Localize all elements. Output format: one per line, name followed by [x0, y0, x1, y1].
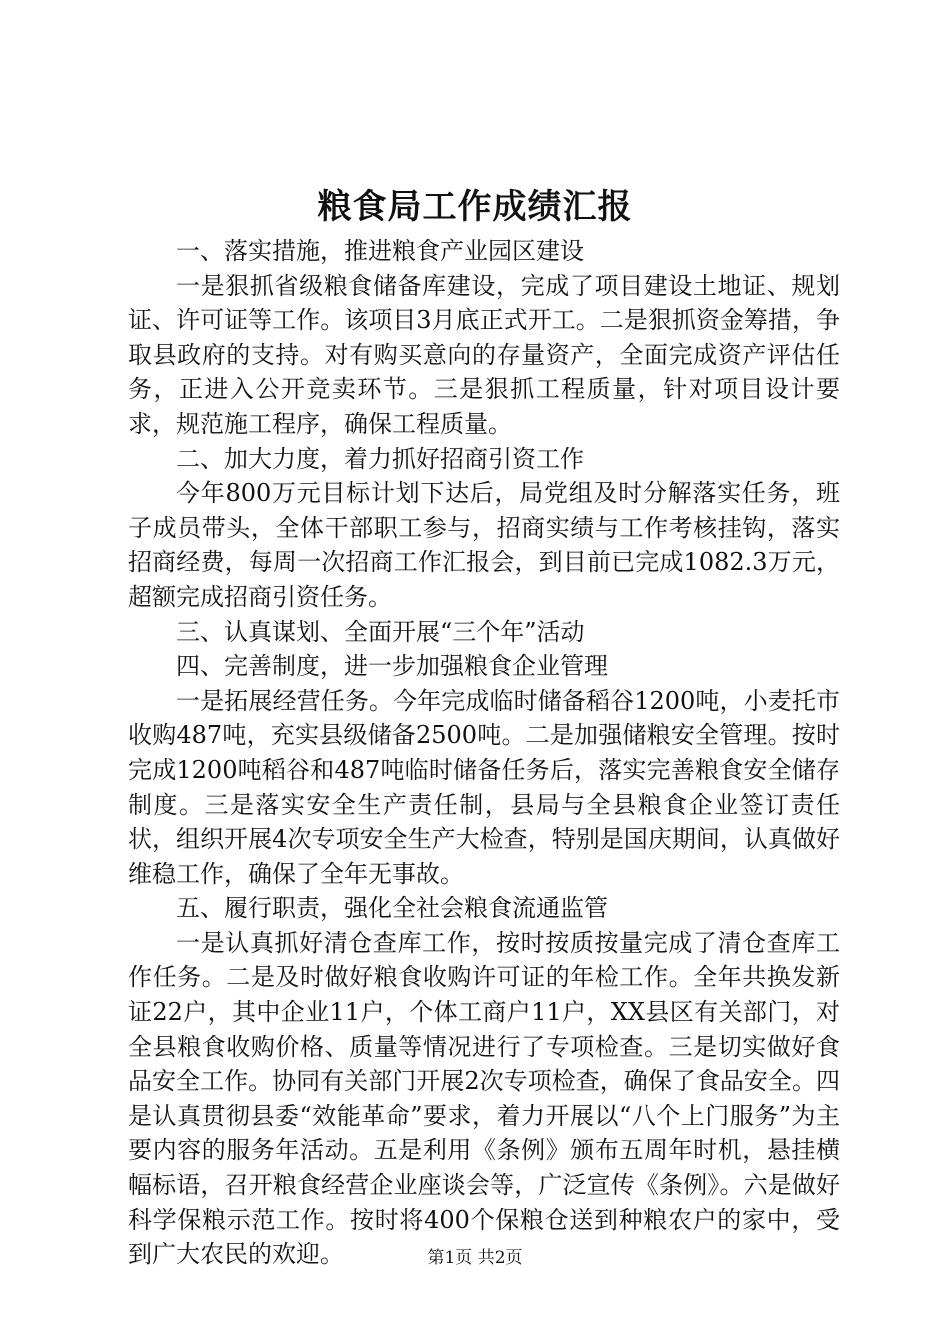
section-heading-1: 一、落实措施，推进粮食产业园区建设 [176, 237, 584, 265]
section-paragraph-4: 一是拓展经营任务。今年完成临时储备稻谷1200吨，小麦托市收购487吨，充实县级储备2500吨。二是加强储粮安全管理。按时完成1200吨稻谷和487吨临时储备任务后，落实完善粮食安全储存制度。三是落实安全生产责任制，县局与全县粮食企业签订责任状，组织开展4次专项安全生产大检查，特别是国庆期间，认真做好维稳工作，确保了全年无事故。 [128, 686, 840, 888]
page-number-footer: 第1页 共2页 [427, 1248, 523, 1268]
section-heading-2: 二、加大力度，着力抓好招商引资工作 [176, 444, 584, 473]
document-body [128, 234, 840, 1272]
section-heading-5: 五、履行职责，强化全社会粮食流通监管 [176, 894, 608, 923]
section-heading-4: 四、完善制度，进一步加强粮食企业管理 [176, 652, 608, 681]
section-paragraph-2: 今年800万元目标计划下达后，局党组及时分解落实任务，班子成员带头，全体干部职工参与，招商实绩与工作考核挂钩，落实招商经费，每周一次招商工作汇报会，到目前已完成1082.3万元，超额完成招商引资任务。 [128, 479, 840, 611]
section-heading-3: 三、认真谋划、全面开展“三个年”活动 [176, 617, 585, 646]
document-title: 粮食局工作成绩汇报 [317, 187, 633, 227]
section-paragraph-1: 一是狠抓省级粮食储备库建设，完成了项目建设土地证、规划证、许可证等工作。该项目3月底正式开工。二是狠抓资金筹措，争取县政府的支持。对有购买意向的存量资产，全面完成资产评估任务，正进入公开竞卖环节。三是狠抓工程质量，针对项目设计要求，规范施工程序，确保工程质量。 [128, 271, 840, 438]
section-paragraph-5: 一是认真抓好清仓查库工作，按时按质按量完成了清仓查库工作任务。二是及时做好粮食收购许可证的年检工作。全年共换发新证22户，其中企业11户，个体工商户11户，XX县区有关部门，对全县粮食收购价格、质量等情况进行了专项检查。三是切实做好食品安全工作。协同有关部门开展2次专项检查，确保了食品安全。四是认真贯彻县委“效能革命”要求，着力开展以“八个上门服务”为主要内容的服务年活动。五是利用《条例》颁布五周年时机，悬挂横幅标语，召开粮食经营企业座谈会等，广泛宣传《条例》。六是做好科学保粮示范工作。按时将400个保粮仓送到种粮农户的家中，受到广大农民的欢迎。 [128, 928, 840, 1269]
